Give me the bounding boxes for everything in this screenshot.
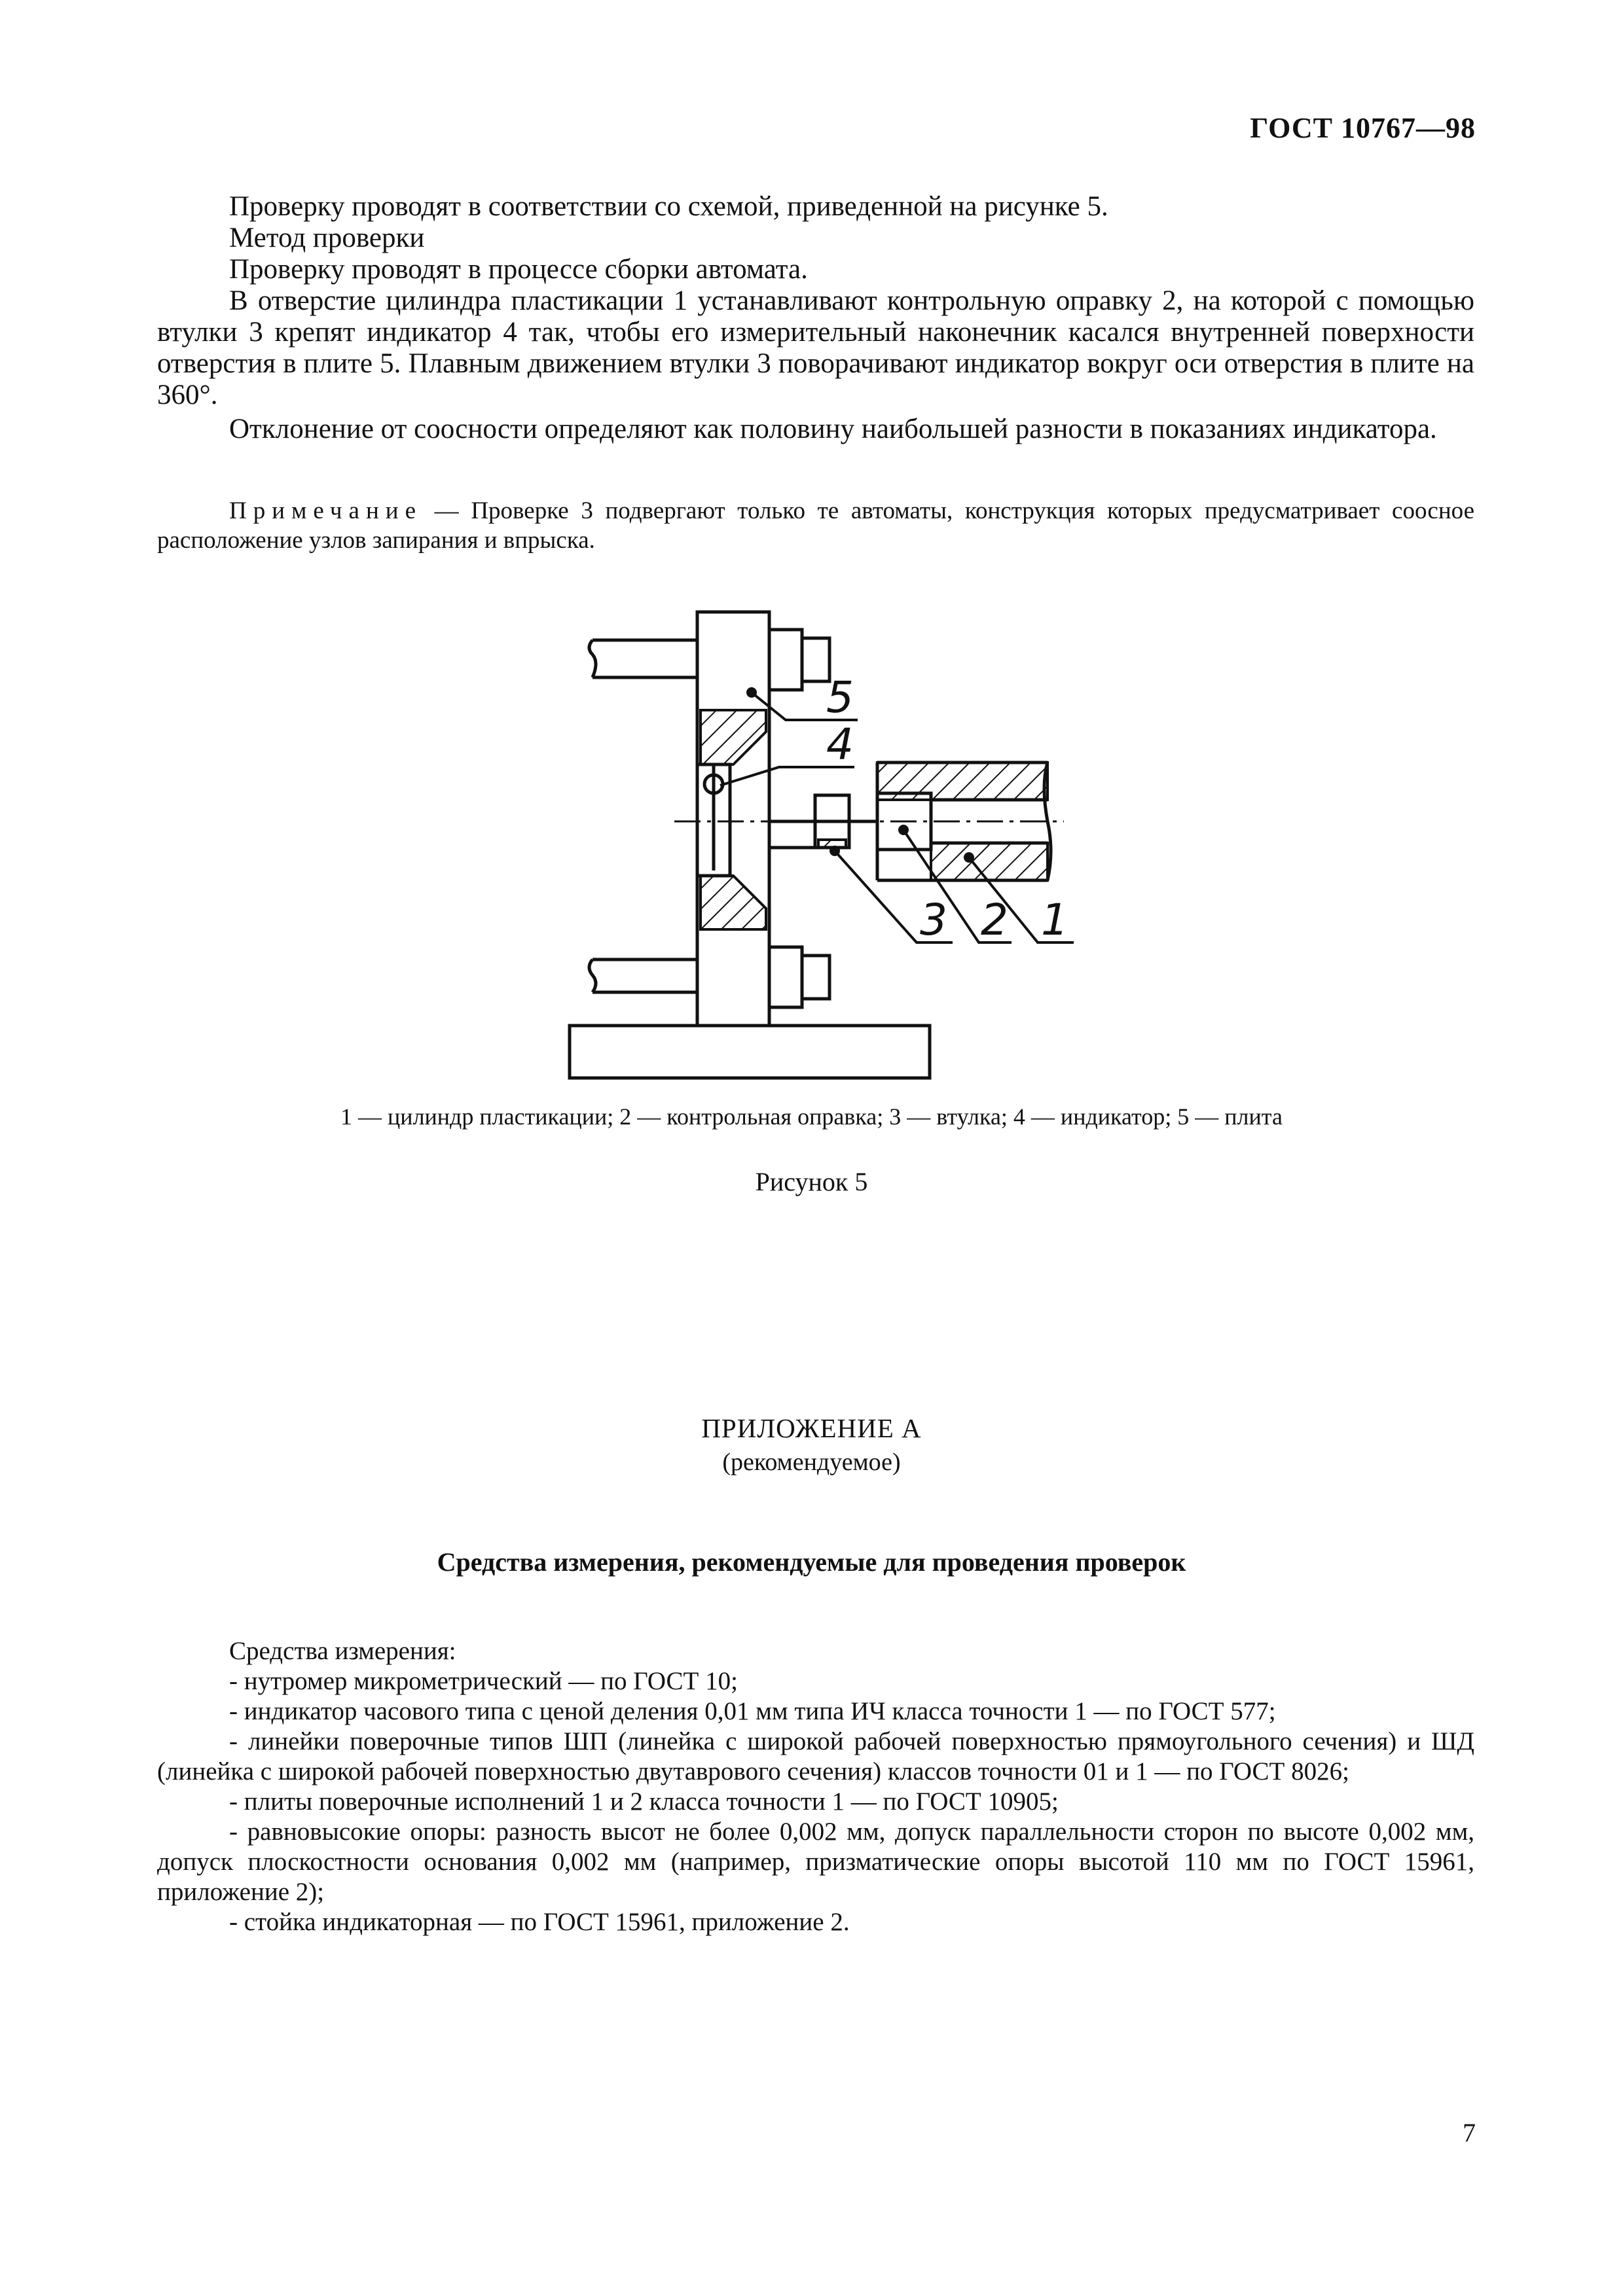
base-plate (570, 1026, 930, 1078)
figure-name: Рисунок 5 (755, 1167, 868, 1196)
intro-paragraph: Проверку проводят в соответствии со схемой, приведенной на рисунке 5. (229, 191, 1108, 222)
leader-4 (720, 767, 854, 785)
list-item: - плиты поверочные исполнений 1 и 2 класса точности 1 — по ГОСТ 10905; (229, 1787, 1059, 1816)
lower-rod (593, 960, 697, 992)
list-item: Средства измерения: (229, 1637, 456, 1665)
instruments-list (157, 1636, 1474, 1937)
label-3: 3 (920, 895, 947, 945)
plate-hole-upper-section (701, 710, 766, 764)
note-text: — Проверке 3 подвергают только те автоматы, конструкция которых предусматривает соосное расположение узлов запирания и впрыска. (157, 497, 1474, 554)
list-item: - равновысокие опоры: разность высот не более 0,002 мм, допуск параллельности сторон по высоте 0,002 мм, допуск плоскостности основания 0,002 мм (например, призматические опоры высотой 110 мм по ГОСТ 15961, приложение 2); (157, 1818, 1474, 1906)
figure-caption: 1 — цилиндр пластикации; 2 — контрольная оправка; 3 — втулка; 4 — индикатор; 5 — плита (340, 1103, 1283, 1130)
lower-nut-washer (802, 956, 830, 999)
upper-nut (769, 630, 802, 690)
label-2: 2 (981, 895, 1008, 945)
plate-hole-lower-section (701, 876, 766, 929)
appendix-subtitle: (рекомендуемое) (722, 1448, 901, 1476)
upper-rod-break (589, 640, 596, 677)
lower-rod-break (589, 960, 596, 992)
list-item: - нутромер микрометрический — по ГОСТ 10; (229, 1667, 738, 1695)
plate (697, 612, 769, 1026)
label-5: 5 (826, 672, 854, 723)
list-item: - стойка индикаторная — по ГОСТ 15961, приложение 2. (229, 1908, 850, 1936)
appendix-heading: Средства измерения, рекомендуемые для проведения проверок (437, 1547, 1186, 1577)
upper-rod (593, 640, 697, 677)
note-lead: Примечание (229, 497, 422, 524)
cylinder-lower-section (931, 843, 1048, 880)
upper-nut-washer (802, 638, 830, 681)
appendix-title: ПРИЛОЖЕНИЕ А (701, 1413, 922, 1443)
intro-paragraph: Отклонение от соосности определяют как половину наибольшей разности в показаниях индикатора. (229, 414, 1437, 444)
document-code: ГОСТ 10767—98 (1250, 112, 1476, 144)
list-item: - линейки поверочные типов ШП (линейка с широкой рабочей поверхностью прямоугольного сечения) и ШД (линейка с широкой рабочей поверхностью двутаврового сечения) классов точности 01 и 1 — по ГОСТ 8026; (157, 1727, 1474, 1785)
intro-paragraph: Метод проверки (229, 223, 425, 253)
cylinder-upper-section (877, 762, 1048, 800)
list-item: - индикатор часового типа с ценой деления 0,01 мм типа ИЧ класса точности 1 — по ГОСТ 577; (229, 1697, 1276, 1725)
label-4: 4 (826, 719, 854, 770)
page-number: 7 (1463, 2118, 1476, 2147)
intro-paragraph: Проверку проводят в процессе сборки автомата. (229, 254, 808, 285)
label-1: 1 (1041, 895, 1068, 945)
lower-nut (769, 947, 802, 1007)
intro-paragraph: В отверстие цилиндра пластикации 1 устанавливают контрольную оправку 2, на которой с помощью втулки 3 крепят индикатор 4 так, чтобы его измерительный наконечник касался внутренней поверхности отверстия в плите 5. Плавным движением втулки 3 поворачивают индикатор вокруг оси отверстия в плите на 360°. (157, 285, 1474, 410)
